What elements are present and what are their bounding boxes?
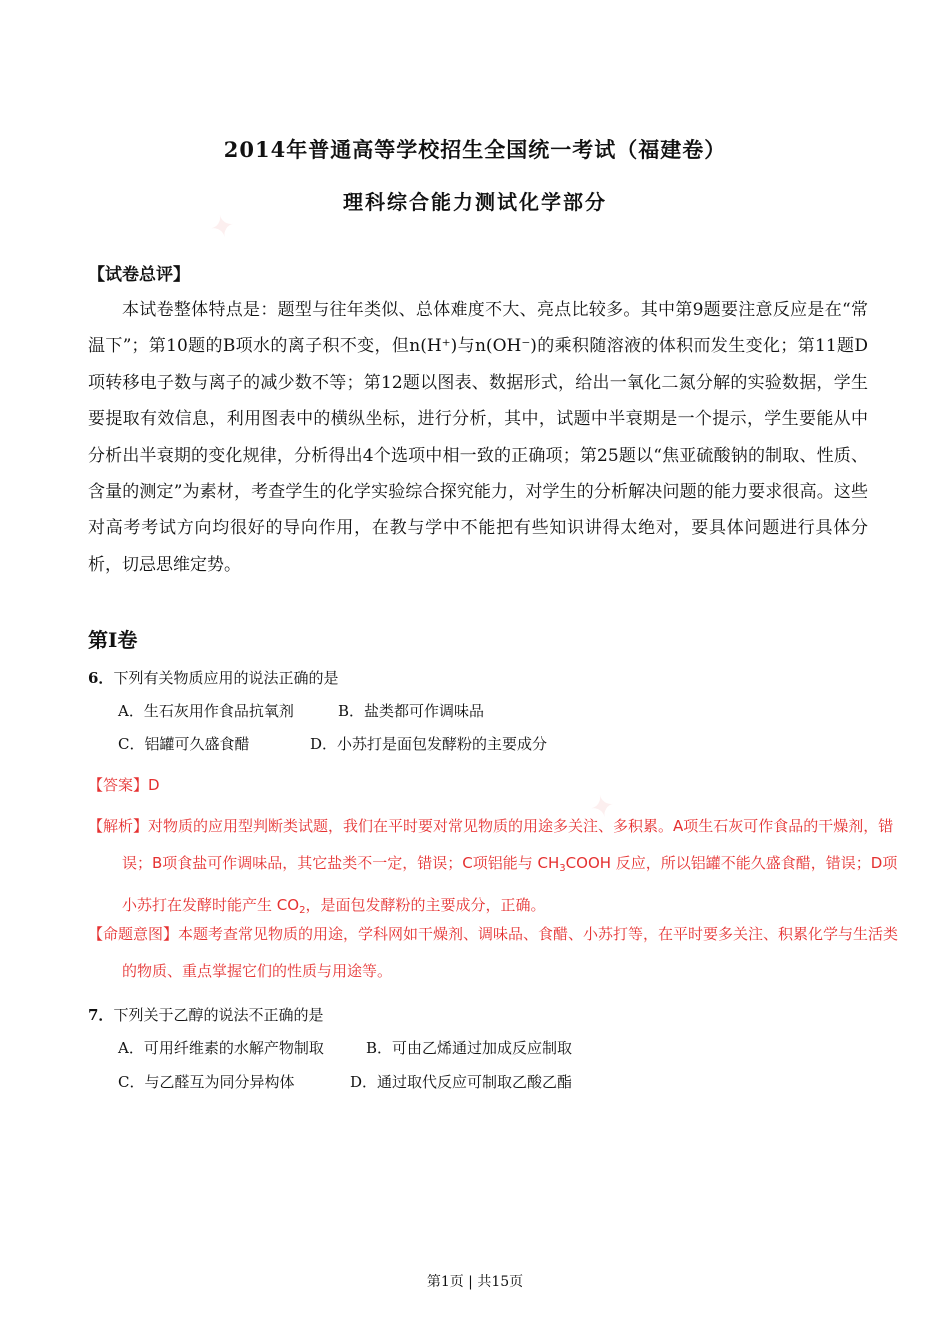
option-b: B．可由乙烯通过加成反应制取 [366, 1039, 573, 1057]
intent-text: 本题考查常见物质的用途，学科网如干燥剂、调味品、食醋、小苏打等，在平时要多关注、积累化学与生活类的物质、重点掌握它们的性质与用途等。 [122, 925, 899, 980]
watermark: ✦ [206, 207, 239, 248]
option-a: A．生石灰用作食品抗氧剂 [118, 702, 294, 720]
option-row [88, 700, 878, 733]
answer-line [88, 774, 878, 795]
question-number: 7． [88, 1006, 114, 1024]
page-footer: 第1页 | 共15页 [426, 1274, 524, 1290]
option-row [88, 733, 878, 766]
question-number: 6． [88, 669, 114, 687]
option-c: C．铝罐可久盛食醋 [118, 735, 250, 753]
analysis-text-1: 对物质的应用型判断类试题，我们在平时要对常见物质的用途多关注、多积累。A项生石灰可作食品的干燥剂，错误；B项食盐可作调味品，其它盐类不一定，错误；C项铝能与 CH [122, 817, 894, 872]
review-heading: 【试卷总评】 [88, 265, 190, 285]
option-row [88, 1071, 878, 1105]
analysis [88, 808, 912, 930]
analysis-text-3: ，是面包发酵粉的主要成分，正确。 [305, 896, 546, 914]
exam-subtitle: 理科综合能力测试化学部分 [343, 190, 607, 214]
question-text: 下列关于乙醇的说法不正确的是 [113, 1006, 324, 1024]
question-text: 下列有关物质应用的说法正确的是 [113, 669, 339, 687]
intent [88, 916, 912, 989]
section-title: 第I卷 [88, 628, 138, 652]
review-body [88, 292, 868, 583]
question-6 [88, 668, 878, 766]
question-stem [88, 1005, 878, 1025]
answer-label: 【答案】 [88, 776, 149, 794]
question-7 [88, 1005, 878, 1105]
option-row [88, 1037, 878, 1071]
analysis-text-2: COOH 反应，所以铝罐不能久盛食醋，错误；D项小苏打在发酵时能产生 CO [122, 853, 898, 914]
review-paragraph: 本试卷整体特点是：题型与往年类似、总体难度不大、亮点比较多。其中第9题要注意反应是在“常温下”；第10题的B项水的离子积不变，但n(H⁺)与n(OH⁻)的乘积随溶液的体积而发生变化；第11题D项转移电子数与离子的减少数不等；第12题以图表、数据形式，给出一氧化二氮分解的实验数据，学生要提取有效信息，利用图表中的横纵坐标，进行分析，其中，试题中半衰期是一个提示，学生要能从中分析出半衰期的变化规律，分析得出4个选项中相一致的正确项；第25题以“焦亚硫酸钠的制取、性质、含量的测定”为素材，考查学生的化学实验综合探究能力，对学生的分析解决问题的能力要求很高。这些对高考考试方向均很好的导向作用，在教与学中不能把有些知识讲得太绝对，要具体问题进行具体分析，切忌思维定势。 [88, 300, 868, 575]
exam-title: 2014年普通高等学校招生全国统一考试（福建卷） [223, 137, 727, 162]
question-stem [88, 668, 878, 688]
intent-label: 【命题意图】 [88, 925, 179, 943]
analysis-label: 【解析】 [88, 817, 149, 835]
option-d: D．小苏打是面包发酵粉的主要成分 [310, 735, 548, 753]
answer-value: D [148, 776, 160, 794]
option-b: B．盐类都可作调味品 [338, 702, 485, 720]
watermark: ✦ [586, 787, 619, 828]
option-c: C．与乙醛互为同分异构体 [118, 1073, 295, 1091]
option-d: D．通过取代反应可制取乙酸乙酯 [350, 1073, 573, 1091]
subscript: 3 [559, 862, 566, 874]
option-a: A．可用纤维素的水解产物制取 [118, 1039, 324, 1057]
subscript: 2 [299, 905, 306, 916]
